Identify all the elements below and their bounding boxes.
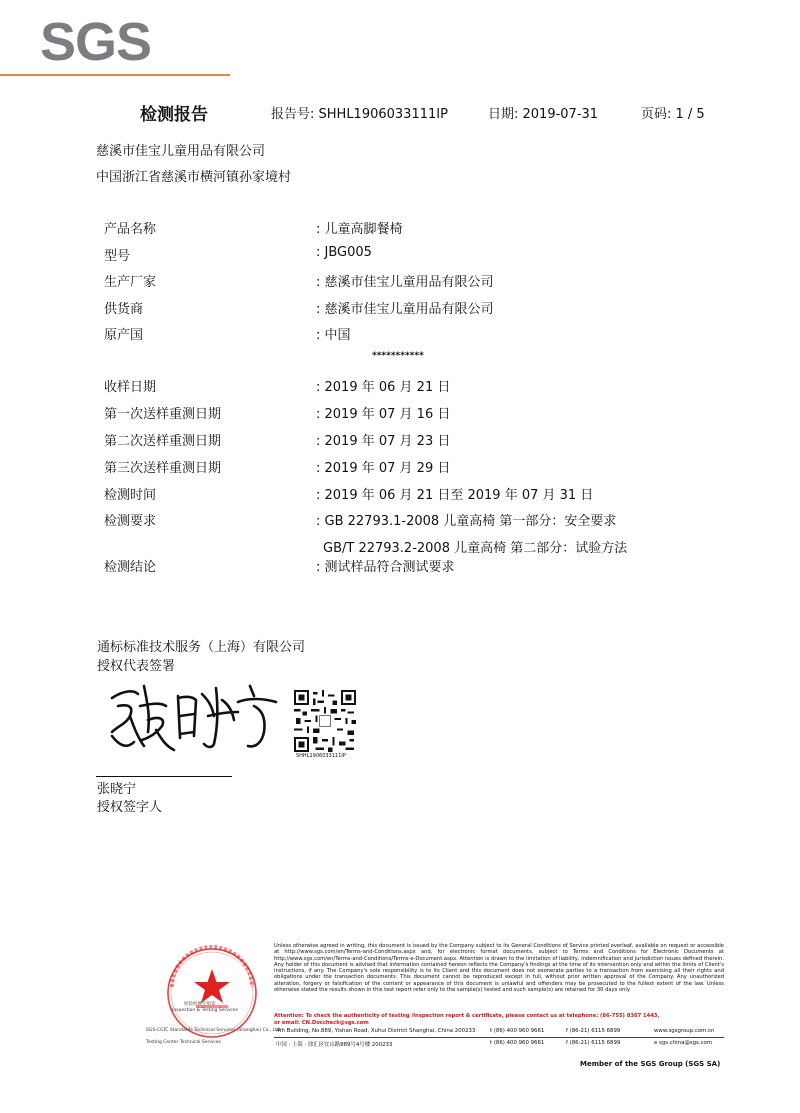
signatory-name: 张晓宁 — [97, 782, 137, 797]
qr-caption: SHHL1906033111IP — [296, 753, 346, 759]
origin-label: 原产国 — [104, 328, 144, 343]
footer-divider — [274, 1037, 724, 1038]
receipt-date-label: 收样日期 — [104, 380, 157, 395]
report-date: 日期: 2019-07-31 — [488, 107, 599, 122]
retest3-date-value: : 2019 年 07 月 29 日 — [316, 461, 451, 476]
sgs-logo — [40, 10, 162, 74]
retest1-date-label: 第一次送样重测日期 — [104, 407, 222, 422]
logo-divider — [0, 74, 230, 76]
retest3-date-label: 第三次送样重测日期 — [104, 461, 222, 476]
signing-company: 通标标准技术服务（上海）有限公司 — [97, 640, 306, 655]
legal-notice: Unless otherwise agreed in writing, this document is issued by the Company subject to its General Conditions of Service printed overleaf, available on request or accessible at http://www.sgs.com/en/Terms-and-Conditions.aspx and, for electronic format documents, subject to Terms and Conditions for Electronic Documents at http://www.sgs.com/en/Terms-and-Conditions/Terms-e-Document.aspx. Attention is drawn to the limitation of liability, indemnification and jurisdiction issues defined therein. Any holder of this document is advised that information contained hereon reflects the Company's findings at the time of its intervention only and within the limits of Client's instructions, if any. The Company's sole responsibility is to its Client and this document does not exonerate parties to a transaction from exercising all their rights and obligations under the transaction documents. This document cannot be reproduced except in full, without prior written approval of the Company. Any unauthorized alteration, forgery or falsification of the content or appearance of this document is unlawful and offenders may be prosecuted to the fullest extent of the law. Unless otherwise stated the results shown in this test report refer only to the sample(s) tested and such sample(s) are retained for 30 days only. — [274, 943, 724, 994]
address-cn: 中国 · 上海 · 徐汇区宜山路889号4号楼 200233 — [276, 1042, 393, 1048]
signature-line — [96, 776, 232, 777]
manufacturer-value: : 慈溪市佳宝儿童用品有限公司 — [316, 275, 494, 290]
client-name: 慈溪市佳宝儿童用品有限公司 — [96, 144, 266, 159]
retest2-date-label: 第二次送样重测日期 — [104, 434, 222, 449]
receipt-date-value: : 2019 年 06 月 21 日 — [316, 380, 451, 395]
supplier-label: 供货商 — [104, 302, 144, 317]
report-title: 检测报告 — [140, 105, 208, 125]
phone-cn: t (86) 400 960 9661 — [490, 1040, 545, 1046]
phone-en: t (86) 400 960 9661 — [490, 1028, 545, 1034]
qr-code — [294, 690, 356, 752]
requirement-line-2: GB/T 22793.2-2008 儿童高椅 第二部分：试验方法 — [323, 541, 628, 556]
retest1-date-value: : 2019 年 07 月 16 日 — [316, 407, 451, 422]
handwritten-signature — [104, 676, 284, 766]
origin-value: : 中国 — [316, 328, 351, 343]
authorized-rep-title: 授权代表签署 — [97, 659, 176, 674]
retest2-date-value: : 2019 年 07 月 23 日 — [316, 434, 451, 449]
conclusion-label: 检测结论 — [104, 560, 157, 575]
logo-text: SGS — [40, 12, 152, 72]
product-name-label: 产品名称 — [104, 222, 157, 237]
product-name-value: : 儿童高脚餐椅 — [316, 222, 403, 237]
supplier-value: : 慈溪市佳宝儿童用品有限公司 — [316, 302, 494, 317]
address-en: 4th Building, No.889, Yishan Road, Xuhui District Shanghai, China 200233 — [276, 1028, 476, 1034]
report-number: 报告号: SHHL1906033111IP — [271, 107, 448, 122]
company-seal — [136, 945, 278, 1055]
requirement-line-1: : GB 22793.1-2008 儿童高椅 第一部分：安全要求 — [316, 514, 617, 529]
conclusion-value: : 测试样品符合测试要求 — [316, 560, 455, 575]
email-contact: e sgs.china@sgs.com — [654, 1040, 713, 1046]
test-period-value: : 2019 年 06 月 21 日至 2019 年 07 月 31 日 — [316, 488, 594, 503]
sgs-group-member: Member of the SGS Group (SGS SA) — [580, 1060, 721, 1068]
manufacturer-label: 生产厂家 — [104, 275, 157, 290]
stamp-label-en: Inspection & Testing Services — [172, 1008, 238, 1013]
authenticity-notice: Attention: To check the authenticity of testing /inspection report & certificate, please contact us at telephone: (86-755) 8307 1443, — [274, 1013, 660, 1019]
test-period-label: 检测时间 — [104, 488, 157, 503]
testing-center: Testing Center Technical Services — [146, 1040, 221, 1045]
separator: *********** — [372, 351, 424, 361]
model-label: 型号 — [104, 249, 131, 264]
page-number: 页码: 1 / 5 — [641, 107, 705, 122]
stamp-label-cn: 检验检测专用章 — [184, 1002, 216, 1007]
model-value: : JBG005 — [316, 245, 372, 260]
requirement-label: 检测要求 — [104, 514, 157, 529]
signatory-role: 授权签字人 — [97, 800, 163, 815]
doccheck-email: or email: CN.Doccheck@sgs.com — [274, 1020, 369, 1026]
client-address: 中国浙江省慈溪市横河镇孙家境村 — [96, 170, 292, 185]
fax-cn: f (86-21) 6115 6899 — [566, 1040, 621, 1046]
company-name-en: SGS-CSTC Standards Technical Services (Shanghai) Co., Ltd. — [146, 1028, 282, 1033]
website: www.sgsgroup.com.cn — [654, 1028, 715, 1034]
fax-en: f (86-21) 6115 6899 — [566, 1028, 621, 1034]
